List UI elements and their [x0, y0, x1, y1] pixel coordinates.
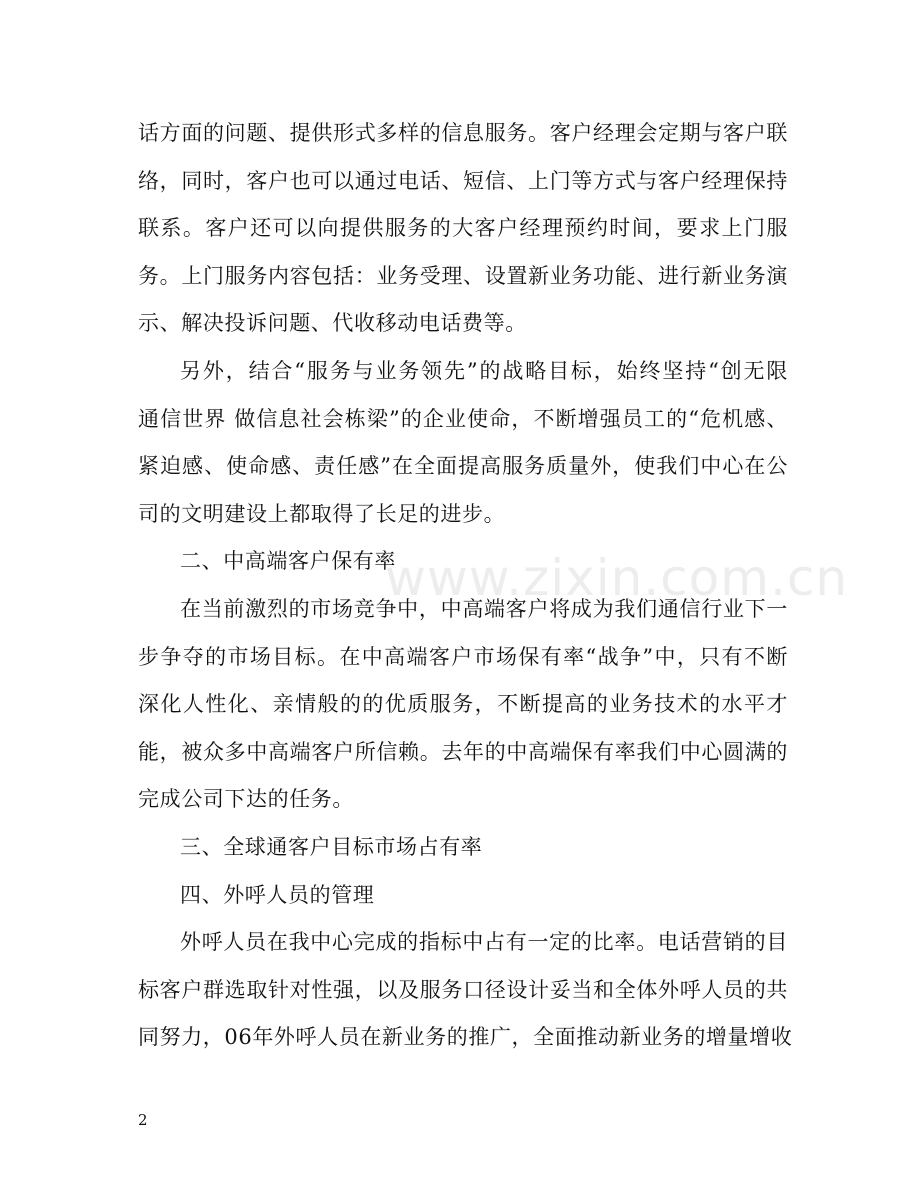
paragraph-line: 联系。客户还可以向提供服务的大客户经理预约时间，要求上门服: [138, 216, 788, 241]
paragraph-line: 紧迫感、使命感、责任感”在全面提高服务质量外，使我们中心在公: [138, 454, 788, 479]
paragraph-line: 示、解决投诉问题、代收移动电话费等。: [138, 311, 527, 336]
section-heading: 三、全球通客户目标市场占有率: [180, 834, 483, 859]
page-number: 2: [138, 1111, 148, 1129]
paragraph-line: 另外，结合“服务与业务领先”的战略目标，始终坚持“创无限: [180, 358, 788, 383]
paragraph-line: 话方面的问题、提供形式多样的信息服务。客户经理会定期与客户联: [138, 121, 788, 145]
paragraph-line: 能，被众多中高端客户所信赖。去年的中高端保有率我们中心圆满的: [138, 739, 788, 764]
paragraph-line: 深化人性化、亲情般的的优质服务，不断提高的业务技术的水平才: [138, 692, 788, 717]
watermark: www.zixin.com.cn: [385, 549, 849, 607]
paragraph-line: 在当前激烈的市场竞争中，中高端客户将成为我们通信行业下一: [180, 596, 788, 621]
paragraph-line: 完成公司下达的任务。: [138, 787, 354, 812]
paragraph-line: 同努力，06年外呼人员在新业务的推广，全面推动新业务的增量增收: [138, 1025, 793, 1050]
paragraph-line: 司的文明建设上都取得了长足的进步。: [138, 501, 506, 526]
paragraph-line: 外呼人员在我中心完成的指标中占有一定的比率。电话营销的目: [180, 930, 788, 955]
paragraph-line: 络，同时，客户也可以通过电话、短信、上门等方式与客户经理保持: [138, 168, 788, 193]
section-heading: 二、中高端客户保有率: [180, 549, 396, 574]
paragraph-line: 务。上门服务内容包括：业务受理、设置新业务功能、进行新业务演: [138, 263, 788, 288]
document-body: [138, 110, 793, 1062]
paragraph-line: 标客户群选取针对性强，以及服务口径设计妥当和全体外呼人员的共: [138, 977, 788, 1002]
section-heading: 四、外呼人员的管理: [180, 882, 375, 907]
paragraph-line: 步争夺的市场目标。在中高端客户市场保有率“战争”中，只有不断: [138, 644, 788, 669]
paragraph-line: 通信世界 做信息社会栋梁”的企业使命，不断增强员工的“危机感、: [138, 406, 788, 431]
